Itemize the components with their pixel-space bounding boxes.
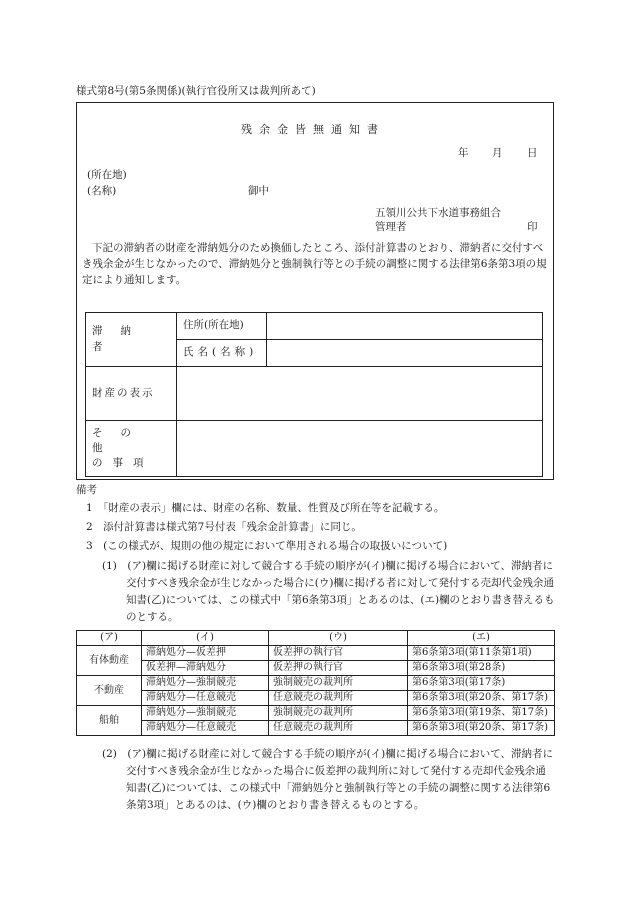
rep-recipient: 強制競売の裁判所 (269, 676, 408, 691)
remark-1: 1 「財産の表示」欄には、財産の名称、数量、性質及び所在等を記載する。 (86, 502, 445, 514)
name-value[interactable] (267, 340, 543, 367)
date-day: 日 (527, 147, 538, 159)
rep-property: 有体動産 (77, 646, 142, 676)
rep-replacement: 第6条第3項(第11条第1項) (408, 646, 555, 661)
rep-recipient: 任意競売の裁判所 (269, 691, 408, 706)
rep-header-e: (エ) (408, 631, 555, 646)
rep-replacement: 第6条第3項(第20条、第17条) (408, 721, 555, 736)
addressee-honorific: 御中 (248, 185, 269, 197)
notice-table (85, 312, 543, 477)
address-value[interactable] (267, 313, 543, 340)
form-label: 様式第8号(第5条関係)(執行官役所又は裁判所あて) (76, 85, 316, 97)
rep-replacement: 第6条第3項(第28条) (408, 661, 555, 676)
notice-body: 下記の滞納者の財産を滞納処分のため換価したところ、添付計算書のとおり、滞納者に交付すべき残余金が生じなかったので、滞納処分と強制執行等との手続の調整に関する法律第6条第3項の規定により通知します。 (82, 242, 547, 286)
remark-2: 2 添付計算書は様式第7号付表「残余金計算書」に同じ。 (86, 521, 362, 533)
sender-org: 五領川公共下水道事務組合 (375, 207, 501, 219)
rep-order: 滞納処分—強制競売 (142, 706, 269, 721)
other-label-line1: その他 (92, 426, 149, 454)
notice-title: 残余金皆無通知書 (241, 123, 385, 136)
rep-header-u: (ウ) (269, 631, 408, 646)
other-label-line2: の事項 (92, 457, 154, 470)
addressee-name: (名称) (87, 185, 117, 197)
rep-recipient: 仮差押の執行官 (269, 661, 408, 676)
date-month: 月 (492, 147, 503, 159)
addressee-location: (所在地) (87, 169, 127, 181)
sender-manager: 管理者 (375, 221, 407, 233)
rep-order: 滞納処分—任意競売 (142, 721, 269, 736)
rep-recipient: 強制競売の裁判所 (269, 706, 408, 721)
rep-order: 滞納処分—強制競売 (142, 676, 269, 691)
rep-property: 船舶 (77, 706, 142, 736)
rep-property: 不動産 (77, 676, 142, 706)
rep-replacement: 第6条第3項(第17条) (408, 676, 555, 691)
sender-seal: 印 (527, 221, 538, 233)
rep-order: 仮差押—滞納処分 (142, 661, 269, 676)
rep-recipient: 任意競売の裁判所 (269, 721, 408, 736)
address-label: 住所(所在地) (177, 313, 267, 340)
property-value[interactable] (177, 367, 543, 421)
rep-replacement: 第6条第3項(第20条、第17条) (408, 691, 555, 706)
replacement-table (76, 630, 555, 736)
delinquent-label: 滞納者 (92, 325, 149, 353)
rep-replacement: 第6条第3項(第19条、第17条) (408, 706, 555, 721)
remarks-heading: 備考 (76, 484, 97, 496)
delinquent-label-cell (86, 313, 177, 367)
rep-order: 滞納処分—任意競売 (142, 691, 269, 706)
remark-3-1: (1) (ア)欄に掲げる財産に対して競合する手続の順序が(イ)欄に掲げる場合において、滞納者に交付すべき残余金が生じなかった場合に(ウ)欄に掲げる者に対して発付する売却代金残余通知書(乙)については、この様式中「第6条第3項」とあるのは、(エ)欄のとおり書き替えるものとする。 (102, 560, 555, 623)
other-label-cell (86, 421, 177, 477)
property-label: 財産の表示 (86, 367, 177, 421)
remark-3-2: (2) (ア)欄に掲げる財産に対して競合する手続の順序が(イ)欄に掲げる場合において、滞納者に交付すべき残余金が生じなかった場合に仮差押の裁判所に対して発付する売却代金残余通知書(乙)については、この様式中「滞納処分と強制執行等との手続の調整に関する法律第6条第3項」とあるのは、(ウ)欄のとおり書き替えるものとする。 (102, 748, 554, 811)
rep-recipient: 仮差押の執行官 (269, 646, 408, 661)
name-label: 氏名(名称) (177, 340, 267, 367)
rep-header-i: (イ) (142, 631, 269, 646)
remark-3: 3 (この様式が、規則の他の規定において準用される場合の取扱いについて) (86, 540, 448, 552)
rep-order: 滞納処分—仮差押 (142, 646, 269, 661)
other-value[interactable] (177, 421, 543, 477)
rep-header-a: (ア) (77, 631, 142, 646)
date-year: 年 (458, 147, 469, 159)
